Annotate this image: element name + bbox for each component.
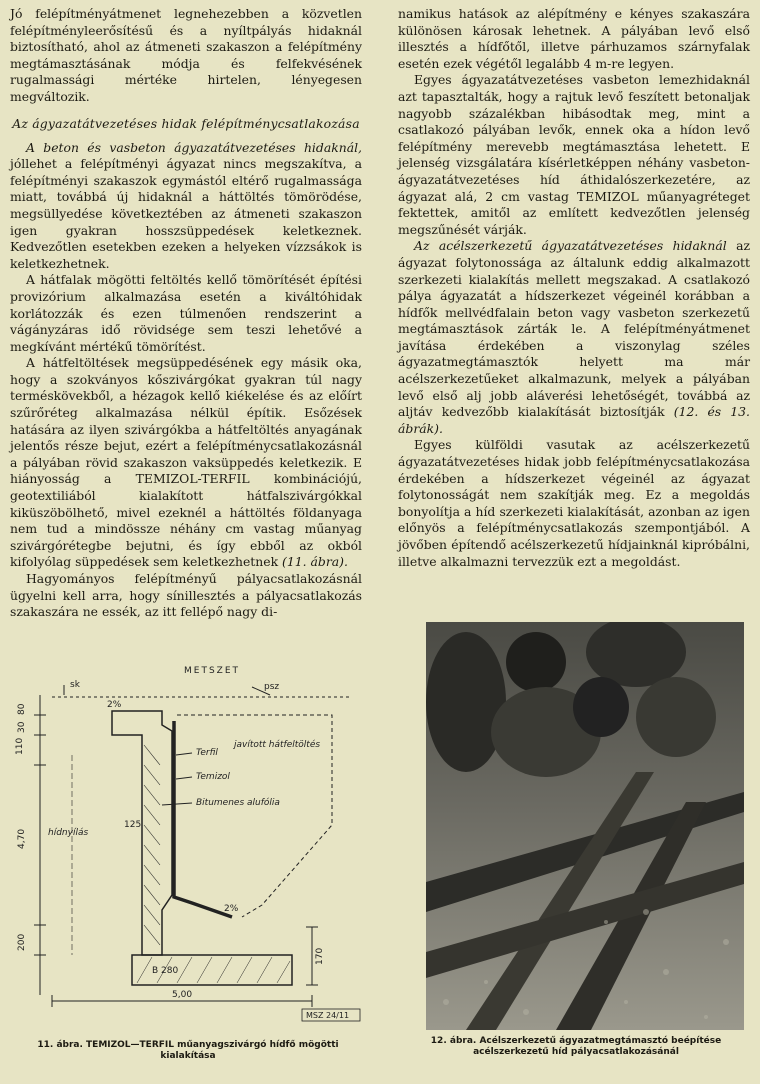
paragraph-text: jóllehet a felépítményi ágyazat nincs megszakítva, a felépítményi szakaszok egymástól eltérő rugalmassága miatt, továbbá új hidaknál a háttöltés tömörödése, megsüllyedése következtében az átmeneti szakaszon igen gyakran hosszsüppedések keletkeznek. Kedvezőtlen esetekben ezeken a helyeken vízzsákok is keletkezhetnek. bbox=[10, 156, 362, 271]
paragraph: Hagyományos felépítményű pályacsatlakozásnál ügyelni kell arra, hogy sínillesztés a pályacsatlakozás szakaszára ne essék, az itt fellépő nagy di- bbox=[10, 571, 362, 620]
emphasized-lead: Az acélszerkezetű ágyazatátvezetéses hidaknál bbox=[414, 238, 727, 254]
left-text-column bbox=[10, 6, 362, 621]
label-dim-200: 200 bbox=[17, 933, 27, 951]
right-text-column bbox=[398, 6, 750, 570]
paragraph bbox=[398, 238, 750, 437]
label-dim-125: 125 bbox=[124, 820, 142, 830]
worker-silhouette bbox=[636, 677, 716, 757]
label-base: B 280 bbox=[152, 966, 179, 976]
label-dim-500: 5,00 bbox=[172, 990, 193, 1000]
label-psz: psz bbox=[264, 682, 280, 692]
label-dim-30: 30 bbox=[17, 721, 27, 733]
abutment-hatch bbox=[144, 745, 160, 945]
paragraph-text: az ágyazat folytonossága az általunk eddig alkalmazott szerkezeti kialakítás mellett megszakad. A csatlakozó pálya ágyazatát a hídszerkezet végeinél korábban a hídfők mellvédfalain beton vagy vasbeton szerkezetű megtámasztások zárták le. A felépítményátmenet javítása érdekében a viszonylag széles ágyazatmegtámasztók helyett ma már acélszerkezetűeket alkalmazunk, melyek a pályában levő első alj jobb aláverési lehetőségét, továbbá az aljtáv kedvezőbb kialakítását biztosítják bbox=[398, 238, 751, 420]
paragraph: namikus hatások az alépítmény e kényes szakaszára különösen károsak lehetnek. A pályában levő első illesztés a hídfőtől, illetve párhuzamos szárnyfalak esetén ezek végétől legalább 4 m-re legyen. bbox=[398, 6, 750, 71]
photo-svg bbox=[426, 622, 744, 1030]
paragraph: Jó felépítményátmenet legnehezebben a közvetlen felépítményleerősítésű és a nyíltpályás hidaknál biztosítható, ahol az átmeneti szakaszon a felépítmény megtámasztásának módja és felfekvésének rugalmassági mértéke hirtelen, lényegesen megváltozik. bbox=[10, 6, 362, 104]
paragraph bbox=[10, 140, 362, 273]
abutment-outline bbox=[112, 711, 172, 955]
worker-silhouette bbox=[426, 632, 506, 772]
figure-12-photo bbox=[426, 622, 744, 1030]
drawing-title: METSZET bbox=[184, 666, 241, 676]
label-dim-470: 4,70 bbox=[17, 828, 27, 849]
label-dim-170: 170 bbox=[315, 947, 325, 965]
label-stamp: MSZ 24/11 bbox=[306, 1011, 350, 1020]
paragraph: Egyes ágyazatátvezetéses vasbeton lemezhidaknál azt tapasztalták, hogy a rajtuk levő feszített betonaljak nagyobb százalékban hibásodtak meg, mint a csatlakozó pályában levők, ennek oka a hídon levő felépítmény merevebb megtámasztása lehetett. E jelenség vizsgálatára kísérletképpen néhány vasbeton-ágyazatátvezetéses híd áthidalószerkezetére, az ágyazat alá, 2 cm vastag TEMIZOL műanyagréteget fektettek, amitől az említett kedvezőtlen jelenség megszűnését várják. bbox=[398, 72, 750, 237]
figure-reference: (12. és 13. ábrák). bbox=[398, 404, 750, 436]
paragraph bbox=[10, 355, 362, 571]
label-opening: hídnyílás bbox=[48, 828, 89, 838]
worker-head bbox=[506, 632, 566, 692]
label-slope-bottom: 2% bbox=[224, 904, 239, 914]
label-bitumen: Bitumenes alufólia bbox=[196, 798, 280, 808]
section-drawing-svg bbox=[12, 655, 372, 1033]
figure-11-drawing bbox=[12, 655, 372, 1033]
label-sk: sk bbox=[70, 680, 80, 690]
paragraph-text: A hátfeltöltések megsüppedésének egy másik oka, hogy a szokványos kőszivárgókat gyakran túl nagy terméskövekből, a hézagok kellő kiékelése és az előírt szűrőréteg alkalmazása nélkül építik. Esőzések hatására az ilyen szivárgókba a hátfeltöltés anyagának jelentős része bejut, ezért a felépítménycsatlakozásnál a pályában rövid szakaszon vaksüppedés keletkezik. E hiányosság a TEMIZOL-TERFIL kombinációjú, geotextiliából kialakított hátfalszivárgókkal kiküszöbölhető, mivel ezeknél a háttöltés földanyaga nem tud a mindössze néhány cm vastag műanyag szivárgórétegbe bejutni, és így ebből az okból kifolyólag süppedések sem keletkezhetnek bbox=[10, 355, 362, 570]
figure-reference: (11. ábra). bbox=[278, 554, 348, 570]
label-slope-top: 2% bbox=[107, 700, 122, 710]
emphasized-lead: A beton és vasbeton ágyazatátvezetéses hidaknál, bbox=[26, 139, 362, 155]
label-terfil: Terfil bbox=[196, 748, 218, 758]
label-backfill: javított hátfeltöltés bbox=[234, 740, 321, 750]
figure-11-caption: 11. ábra. TEMIZOL—TERFIL műanyagszivárgó hídfő mögötti kialakítása bbox=[37, 1040, 339, 1061]
figure-12-caption: 12. ábra. Acélszerkezetű ágyazatmegtámasztó beépítése acélszerkezetű híd pályacsatlakozásánál bbox=[430, 1036, 722, 1057]
paragraph: A hátfalak mögötti feltöltés kellő tömörítését építési provizórium alkalmazása esetén a kiváltóhidak korlátozzák és ezen túlmenően rendszerint a vágányzáras idő rövidsége sem teszi lehetővé a megkívánt mértékű tömörítést. bbox=[10, 272, 362, 354]
label-dim-110: 110 bbox=[15, 737, 25, 755]
worker-head bbox=[573, 677, 629, 737]
paragraph: Egyes külföldi vasutak az acélszerkezetű ágyazatátvezetéses hidak jobb felépítménycsatlakozása érdekében a hídszerkezet végeinél az ágyazat folytonosságát nem szakítják meg. Ez a megoldás bonyolítja a híd szerkezeti kialakítását, azonban az igen előnyös a felépítménycsatlakozás szempontjából. A jövőben építendő acélszerkezetű hídjainknál kipróbálni, illetve alkalmazni tervezzük ezt a megoldást. bbox=[398, 437, 750, 569]
section-heading: Az ágyazatátvezetéses hidak felépítménycsatlakozása bbox=[12, 115, 360, 131]
label-dim-80: 80 bbox=[17, 703, 27, 715]
label-temizol: Temizol bbox=[196, 772, 230, 782]
